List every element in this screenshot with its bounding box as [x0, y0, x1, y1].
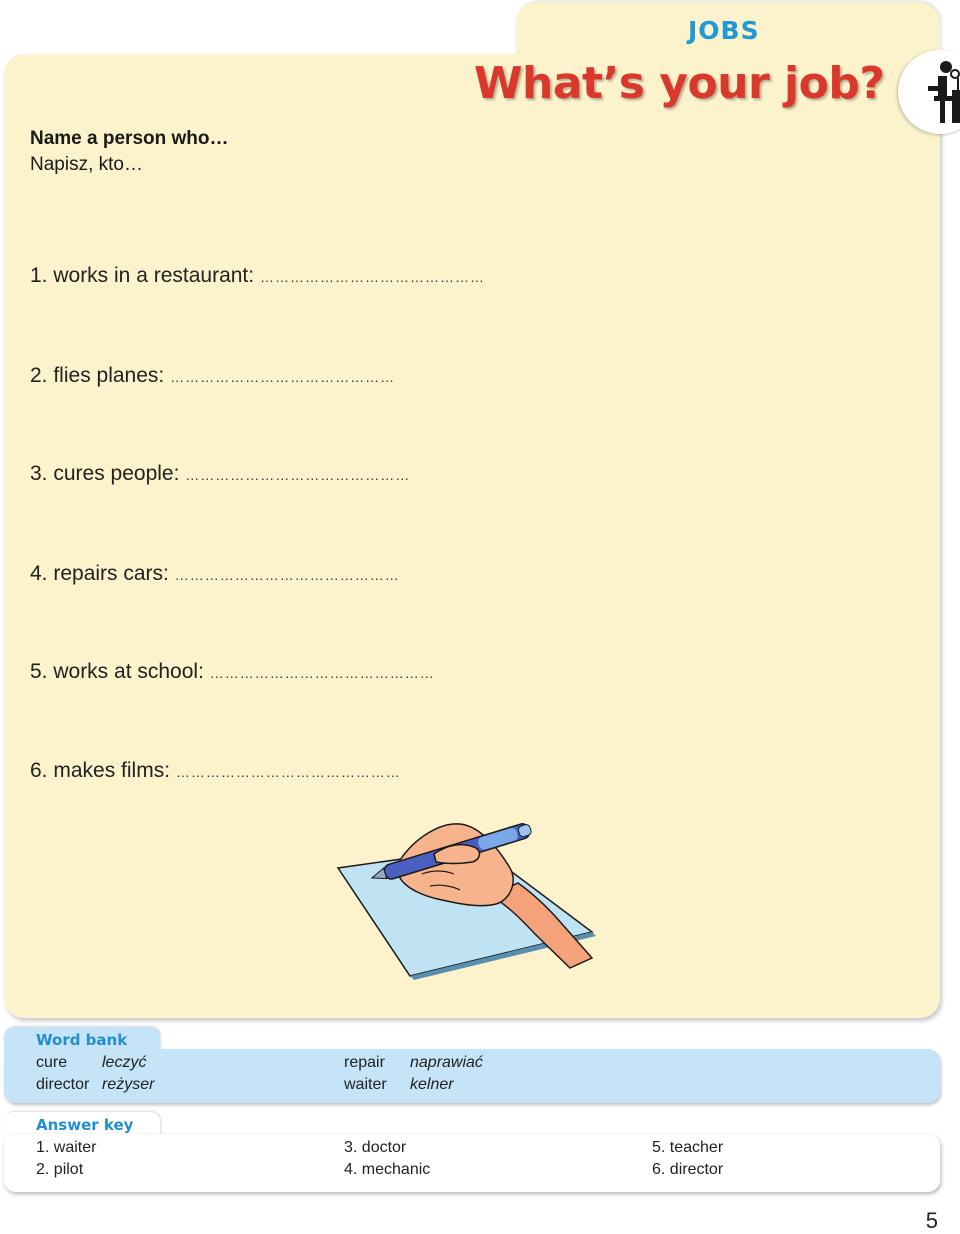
- answer-blank[interactable]: ………………………………………: [175, 764, 401, 780]
- question-5: [30, 660, 435, 684]
- question-4: [30, 562, 400, 586]
- person-at-desk-icon: [898, 50, 960, 134]
- word-bank-en: waiter: [344, 1076, 387, 1093]
- instruction-polish: Napisz, kto…: [30, 154, 143, 175]
- page-number: 5: [925, 1208, 938, 1233]
- question-2: [30, 364, 395, 388]
- word-bank-pl: kelner: [410, 1076, 454, 1093]
- word-bank-pl: leczyć: [102, 1054, 147, 1071]
- word-bank-en: cure: [36, 1054, 68, 1071]
- category-label: JOBS: [688, 16, 760, 45]
- icon-badge: [898, 50, 960, 134]
- question-3: [30, 462, 410, 486]
- question-text: 5. works at school:: [30, 660, 204, 683]
- answer-item: 4. mechanic: [344, 1161, 431, 1178]
- question-text: 3. cures people:: [30, 462, 180, 485]
- question-6: [30, 759, 401, 783]
- page-title: What’s your job?: [474, 58, 885, 109]
- word-bank-pl: naprawiać: [410, 1054, 483, 1071]
- question-text: 2. flies planes:: [30, 364, 165, 387]
- instruction: [30, 126, 229, 178]
- word-bank-label: Word bank: [36, 1031, 128, 1049]
- answer-item: 5. teacher: [652, 1139, 724, 1156]
- question-1: [30, 264, 485, 288]
- instruction-english: Name a person who…: [30, 128, 229, 149]
- word-bank-en: repair: [344, 1054, 385, 1071]
- answer-item: 2. pilot: [36, 1161, 84, 1178]
- question-text: 1. works in a restaurant:: [30, 264, 255, 287]
- answer-item: 3. doctor: [344, 1139, 407, 1156]
- answer-item: 1. waiter: [36, 1139, 97, 1156]
- answer-blank[interactable]: ………………………………………: [209, 665, 435, 681]
- word-bank-pl: reżyser: [102, 1076, 155, 1093]
- question-text: 6. makes films:: [30, 759, 171, 782]
- word-bank-en: director: [36, 1076, 90, 1093]
- question-text: 4. repairs cars:: [30, 562, 169, 585]
- answer-item: 6. director: [652, 1161, 724, 1178]
- answer-blank[interactable]: ………………………………………: [185, 467, 411, 483]
- answer-key-label: Answer key: [36, 1116, 134, 1134]
- hand-writing-illustration: [330, 808, 610, 998]
- answer-blank[interactable]: ………………………………………: [170, 369, 396, 385]
- answer-blank[interactable]: ………………………………………: [174, 567, 400, 583]
- answer-blank[interactable]: ………………………………………: [259, 269, 485, 285]
- answer-key-box: [4, 1134, 940, 1192]
